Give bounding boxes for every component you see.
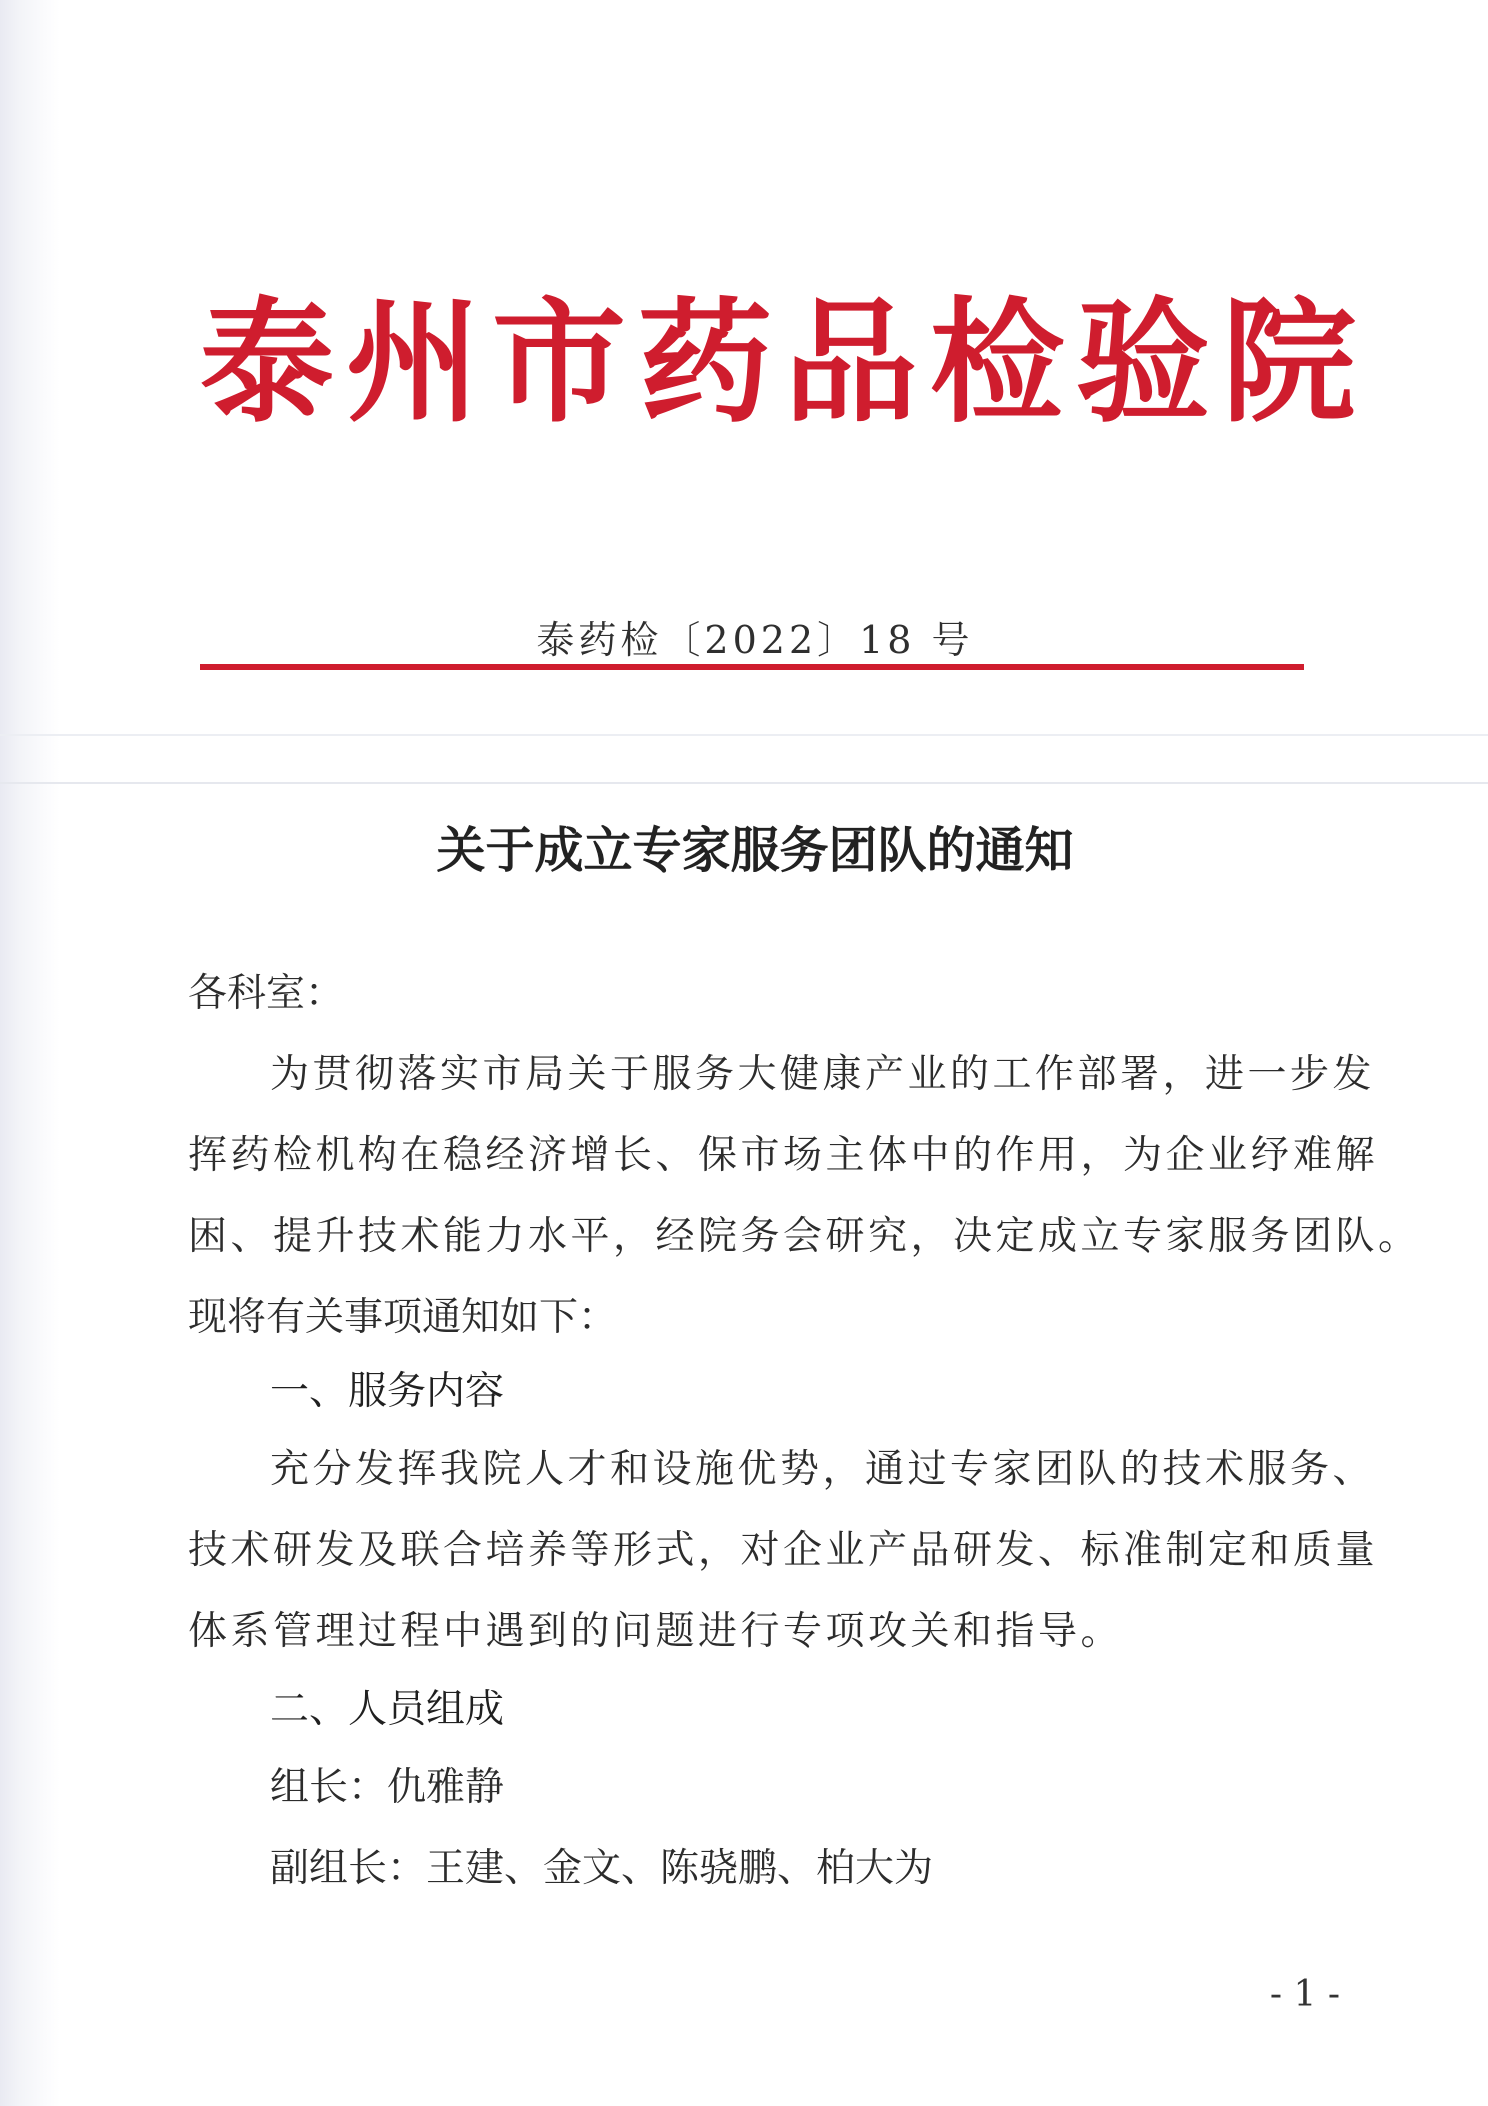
intro-line: 挥药检机构在稳经济增长、保市场主体中的作用，为企业纾难解	[188, 1133, 1379, 1178]
notice-title: 关于成立专家服务团队的通知	[436, 821, 1074, 879]
intro-line: 困、提升技术能力水平，经院务会研究，决定成立专家服务团队。	[188, 1214, 1421, 1259]
service-content-line: 技术研发及联合培养等形式，对企业产品研发、标准制定和质量	[188, 1528, 1379, 1573]
deputy-leaders: 副组长：王建、金文、陈骁鹏、柏大为	[270, 1846, 934, 1891]
scan-fold-line	[0, 782, 1488, 784]
service-content-line: 体系管理过程中遇到的问题进行专项攻关和指导。	[188, 1609, 1124, 1654]
scan-fold-line	[0, 734, 1488, 736]
scan-edge-shading	[0, 0, 60, 2106]
document-number: 泰药检〔2022〕18 号	[536, 618, 974, 662]
team-leader: 组长：仇雅静	[270, 1765, 505, 1810]
section-heading-service-content: 一、服务内容	[270, 1369, 505, 1414]
page-number: - 1 -	[1269, 1974, 1340, 2015]
service-content-line: 充分发挥我院人才和设施优势，通过专家团队的技术服务、	[270, 1447, 1376, 1492]
salutation: 各科室：	[188, 971, 345, 1016]
red-divider-line	[200, 664, 1304, 670]
masthead-title: 泰州市药品检验院	[200, 283, 1369, 441]
intro-line: 为贯彻落实市局关于服务大健康产业的工作部署，进一步发	[270, 1052, 1376, 1097]
intro-line: 现将有关事项通知如下：	[188, 1295, 618, 1340]
section-heading-personnel: 二、人员组成	[270, 1687, 505, 1732]
